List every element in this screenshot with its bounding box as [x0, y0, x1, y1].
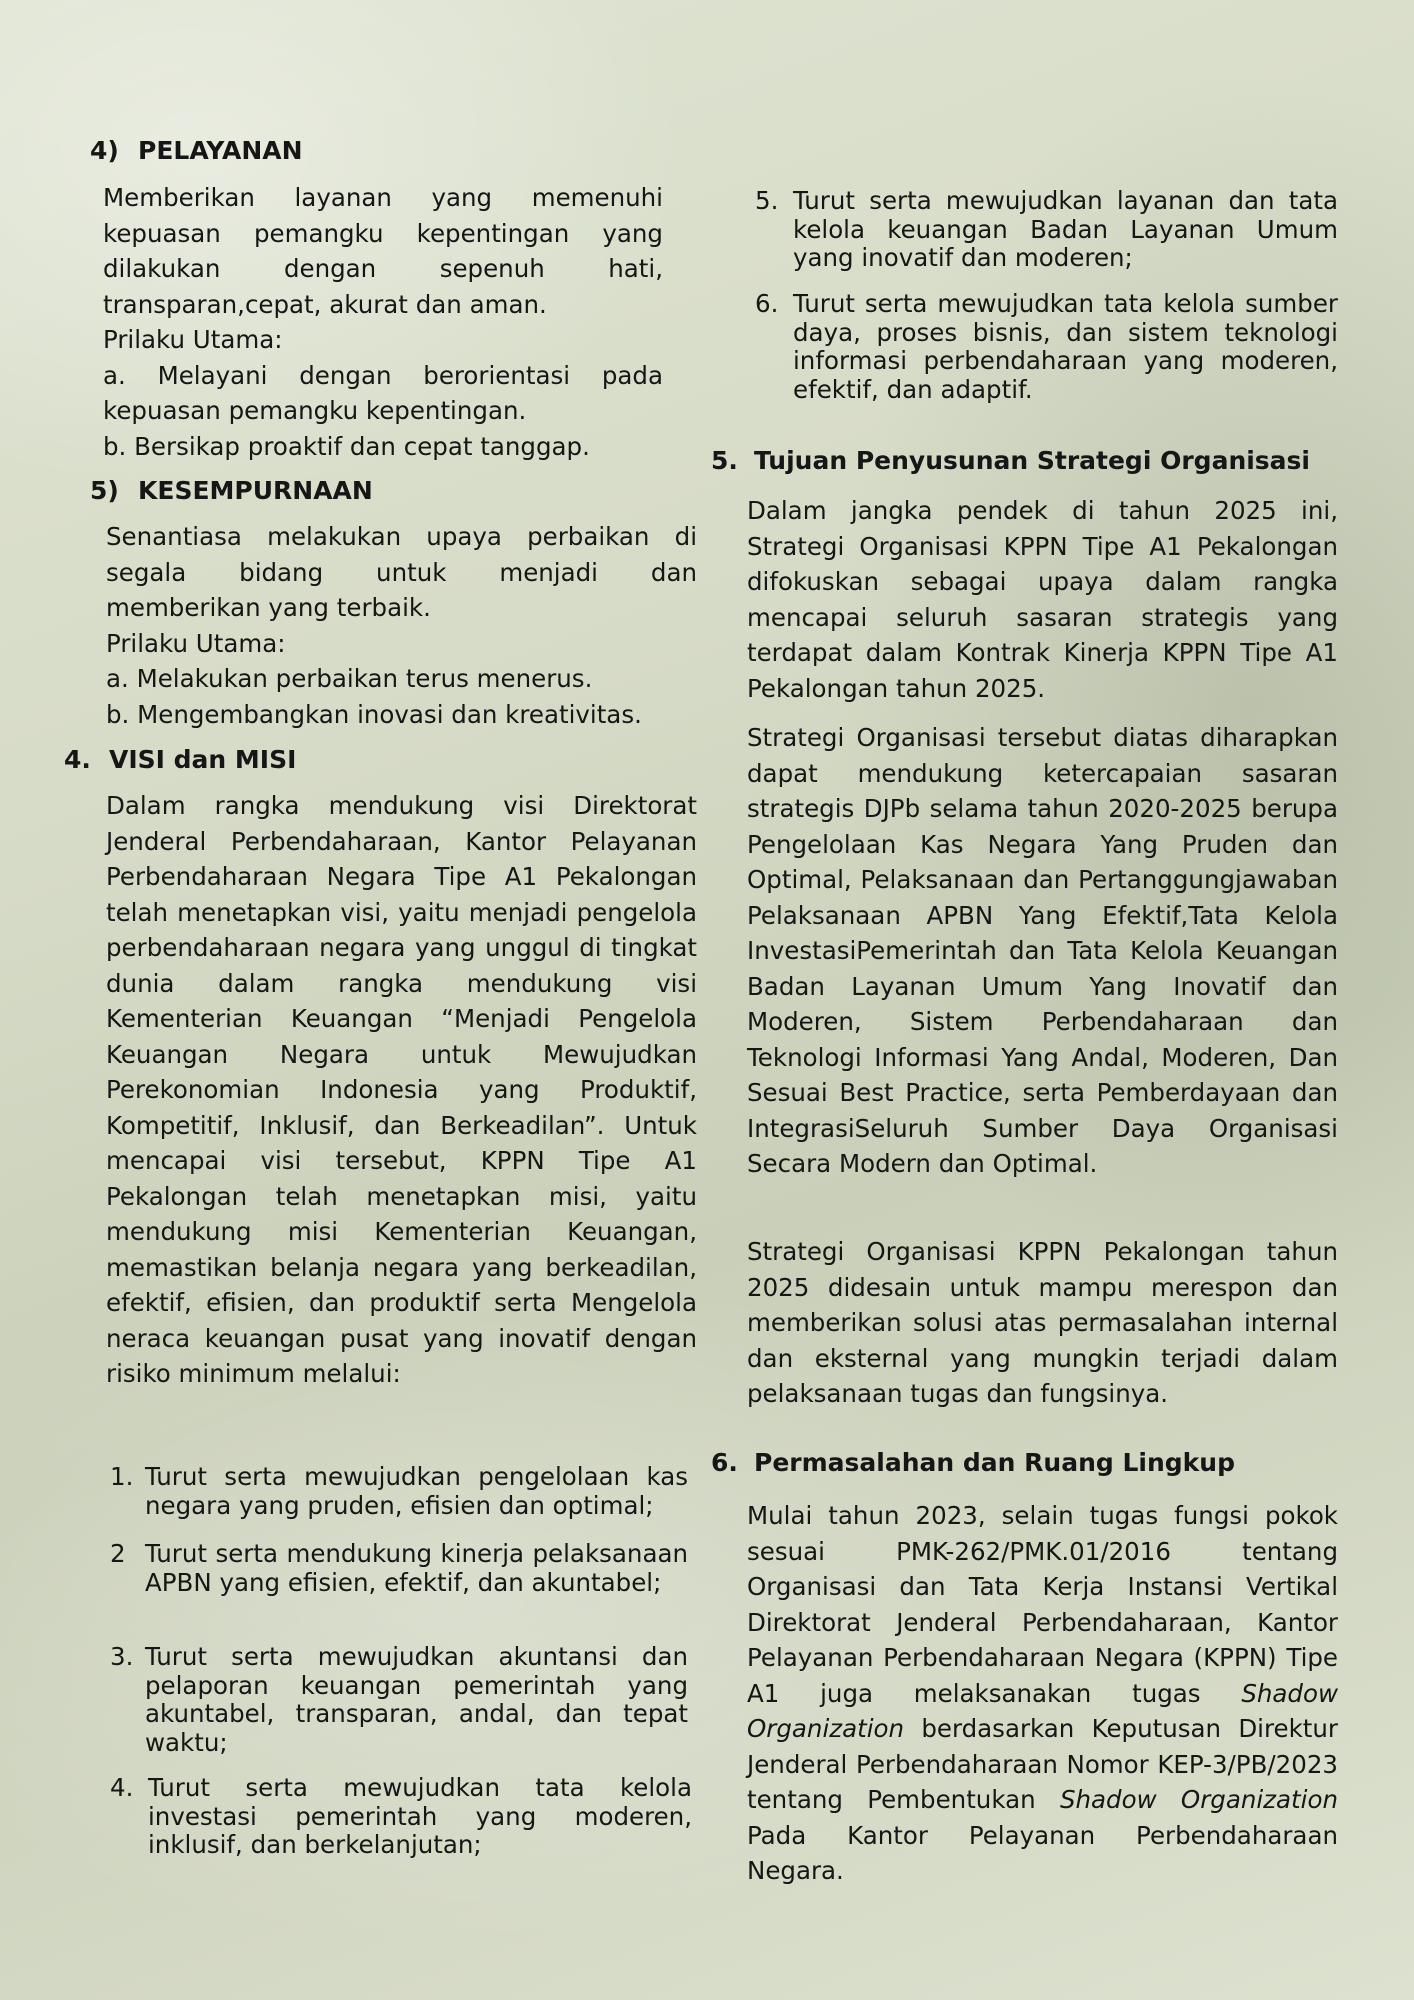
- list-text: Turut serta mewujudkan akuntansi dan pelaporan keuangan pemerintah yang akuntabel, transparan, andal, dan tepat waktu;: [145, 1642, 688, 1757]
- list-text: Turut serta mewujudkan tata kelola sumber daya, proses bisnis, dan sistem teknologi informasi perbendaharaan yang moderen, efektif, dan adaptif.: [793, 289, 1338, 404]
- heading-pelayanan: [90, 136, 303, 166]
- heading-title: KESEMPURNAAN: [138, 476, 373, 505]
- tujuan-paragraph-2: Strategi Organisasi tersebut diatas diharapkan dapat mendukung ketercapaian sasaran strategis DJPb selama tahun 2020-2025 berupa Pengelolaan Kas Negara Yang Pruden dan Optimal, Pelaksanaan dan Pertanggungjawaban Pelaksanaan APBN Yang Efektif,Tata Kelola InvestasiPemerintah dan Tata Kelola Keuangan Badan Layanan Umum Yang Inovatif dan Moderen, Sistem Perbendaharaan dan Teknologi Informasi Yang Andal, Moderen, Dan Sesuai Best Practice, serta Pemberdayaan dan IntegrasiSeluruh Sumber Daya Organisasi Secara Modern dan Optimal.: [747, 723, 1338, 1178]
- list-item: [755, 290, 1338, 410]
- text-run: Mulai tahun 2023, selain tugas fungsi pokok sesuai PMK-262/PMK.01/2016 tentang Organisasi dan Tata Kerja Instansi Vertikal Direktorat Jenderal Perbendaharaan, Kantor Pelayanan Perbendaharaan Negara (KPPN) Tipe A1 juga melaksanakan tugas: [747, 1501, 1338, 1708]
- heading-title: Permasalahan dan Ruang Lingkup: [754, 1448, 1235, 1477]
- heading-permasalahan: [711, 1448, 1235, 1478]
- permasalahan-paragraph: [747, 1498, 1338, 1889]
- heading-number: 5): [90, 476, 119, 505]
- list-item: [755, 187, 1338, 277]
- text-line: kepuasan pemangku kepentingan.: [103, 396, 527, 425]
- text-line: a. Melayani dengan berorientasi pada: [103, 360, 663, 390]
- text-line: Prilaku Utama:: [103, 325, 283, 354]
- tujuan-paragraph-3: Strategi Organisasi KPPN Pekalongan tahun 2025 didesain untuk mampu merespon dan memberikan solusi atas permasalahan internal dan eksternal yang mungkin terjadi dalam pelaksanaan tugas dan fungsinya.: [747, 1237, 1338, 1408]
- list-number: 6.: [755, 289, 779, 318]
- pelayanan-body: [103, 180, 663, 464]
- list-text: Turut serta mewujudkan layanan dan tata kelola keuangan Badan Layanan Umum yang inovatif dan moderen;: [793, 186, 1338, 272]
- list-item: [110, 1774, 692, 1864]
- tujuan-paragraph-1: Dalam jangka pendek di tahun 2025 ini, Strategi Organisasi KPPN Tipe A1 Pekalongan difokuskan sebagai upaya dalam rangka mencapai seluruh sasaran strategis yang terdapat dalam Kontrak Kinerja KPPN Tipe A1 Pekalongan tahun 2025.: [747, 496, 1338, 703]
- list-number: 4.: [110, 1773, 134, 1802]
- text-line: kepuasan pemangku kepentingan yang: [103, 218, 663, 248]
- text-line: memberikan yang terbaik.: [106, 593, 431, 622]
- heading-title: PELAYANAN: [138, 136, 303, 165]
- heading-title: Tujuan Penyusunan Strategi Organisasi: [754, 446, 1311, 475]
- list-text: Turut serta mewujudkan pengelolaan kas negara yang pruden, efisien dan optimal;: [145, 1462, 688, 1520]
- list-item: [110, 1463, 688, 1523]
- text-line: Memberikan layanan yang memenuhi: [103, 183, 663, 212]
- text-line: transparan,cepat, akurat dan aman.: [103, 289, 547, 319]
- heading-number: 6.: [711, 1448, 738, 1477]
- list-number: 3.: [110, 1642, 134, 1671]
- text-run: berdasarkan Keputusan Direktur Jenderal Perbendaharaan Nomor KEP-3/PB/2023 tentang Pembentukan: [747, 1714, 1338, 1814]
- kesempurnaan-body: [106, 519, 697, 732]
- heading-number: 4.: [64, 745, 91, 774]
- text-line: b. Mengembangkan inovasi dan kreativitas.: [106, 699, 642, 729]
- list-number: 1.: [110, 1462, 134, 1491]
- text-line: a. Melakukan perbaikan terus menerus.: [106, 664, 593, 693]
- heading-kesempurnaan: [90, 476, 373, 506]
- text-line: Prilaku Utama:: [106, 628, 286, 658]
- text-line: Senantiasa melakukan upaya perbaikan di: [106, 522, 697, 551]
- heading-visi-misi: [64, 745, 296, 775]
- emphasis-term: Shadow Organization: [747, 1678, 1338, 1743]
- text-line: dilakukan dengan sepenuh hati,: [103, 254, 663, 283]
- emphasis-term: Shadow Organization: [1059, 1785, 1338, 1814]
- list-text: Turut serta mewujudkan tata kelola investasi pemerintah yang moderen, inklusif, dan berkelanjutan;: [148, 1773, 692, 1859]
- heading-tujuan: [711, 446, 1310, 476]
- list-number: 5.: [755, 186, 779, 215]
- heading-title: VISI dan MISI: [109, 745, 297, 774]
- heading-number: 5.: [711, 446, 738, 475]
- visi-misi-paragraph: Dalam rangka mendukung visi Direktorat Jenderal Perbendaharaan, Kantor Pelayanan Perbendaharaan Negara Tipe A1 Pekalongan telah menetapkan visi, yaitu menjadi pengelola perbendaharaan negara yang unggul di tingkat dunia dalam rangka mendukung visi Kementerian Keuangan “Menjadi Pengelola Keuangan Negara untuk Mewujudkan Perekonomian Indonesia yang Produktif, Kompetitif, Inklusif, dan Berkeadilan”. Untuk mencapai visi tersebut, KPPN Tipe A1 Pekalongan telah menetapkan misi, yaitu mendukung misi Kementerian Keuangan, memastikan belanja negara yang berkeadilan, efektif, efisien, dan produktif serta Mengelola neraca keuangan pusat yang inovatif dengan risiko minimum melalui:: [106, 791, 697, 1388]
- heading-number: 4): [90, 136, 119, 165]
- list-number: 2: [110, 1539, 126, 1568]
- list-item: [110, 1643, 688, 1763]
- text-line: b. Bersikap proaktif dan cepat tanggap.: [103, 431, 590, 461]
- text-run: Pada Kantor Pelayanan Perbendaharaan Negara.: [747, 1820, 1338, 1885]
- text-line: segala bidang untuk menjadi dan: [106, 557, 697, 587]
- list-text: Turut serta mendukung kinerja pelaksanaan APBN yang efisien, efektif, dan akuntabel;: [145, 1539, 688, 1597]
- list-item: [110, 1540, 688, 1630]
